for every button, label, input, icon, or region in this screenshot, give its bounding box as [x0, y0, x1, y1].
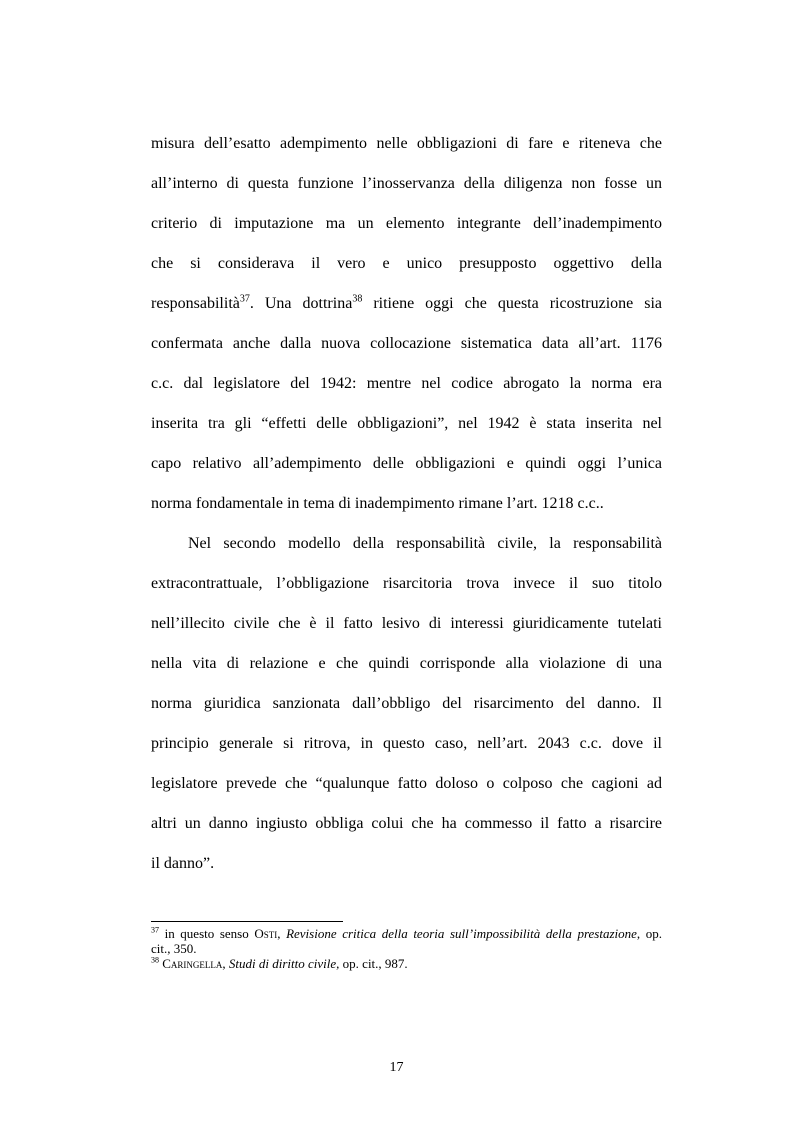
- footnote-38: [151, 956, 662, 971]
- footnote-text: ,: [277, 926, 287, 941]
- text-line: all’interno di questa funzione l’inosservanza della diligenza non fosse un: [151, 175, 662, 192]
- text-line: norma fondamentale in tema di inadempimento rimane l’art. 1218 c.c..: [151, 495, 604, 512]
- footnotes: [151, 926, 662, 971]
- footnote-author: Osti: [254, 926, 278, 941]
- text-line: il danno”.: [151, 855, 215, 872]
- text-line: extracontrattuale, l’obbligazione risarcitoria trova invece il suo titolo: [151, 575, 662, 592]
- footnote-divider: [151, 921, 343, 922]
- footnote-number: 37: [151, 925, 159, 935]
- page-number: 17: [389, 1060, 404, 1075]
- text-line: c.c. dal legislatore del 1942: mentre nel codice abrogato la norma era: [151, 375, 662, 392]
- footnote-title: Revisione critica della teoria sull’impossibilità della prestazione: [286, 926, 637, 941]
- text-fragment: responsabilità: [151, 295, 240, 312]
- text-fragment: ritiene oggi che questa ricostruzione sia: [362, 295, 663, 312]
- text-line: criterio di imputazione ma un elemento integrante dell’inadempimento: [151, 215, 662, 232]
- text-line: legislatore prevede che “qualunque fatto doloso o colposo che cagioni ad: [151, 775, 662, 792]
- text-line: capo relativo all’adempimento delle obbligazioni e quindi oggi l’unica: [151, 455, 662, 472]
- text-line: principio generale si ritrova, in questo caso, nell’art. 2043 c.c. dove il: [151, 735, 662, 752]
- footnote-text: , op.: [636, 926, 663, 941]
- text-line: Nel secondo modello della responsabilità civile, la responsabilità: [188, 535, 662, 552]
- text-line: nella vita di relazione e che quindi corrisponde alla violazione di una: [151, 655, 662, 672]
- text-line: norma giuridica sanzionata dall’obbligo del risarcimento del danno. Il: [151, 695, 662, 712]
- footnote-text: ,: [222, 956, 229, 971]
- body-text: [151, 130, 662, 890]
- footnote-text: op. cit., 987.: [339, 956, 408, 971]
- footnote-37-cont: cit., 350.: [151, 941, 197, 956]
- footnote-title: Studi di diritto civile,: [228, 956, 340, 971]
- footnote-text: in questo senso: [159, 926, 255, 941]
- footnote-number: 38: [151, 955, 159, 965]
- text-line: che si considerava il vero e unico presupposto oggettivo della: [151, 255, 662, 272]
- text-line: nell’illecito civile che è il fatto lesivo di interessi giuridicamente tutelati: [151, 615, 662, 632]
- text-line: [151, 290, 662, 330]
- text-line: confermata anche dalla nuova collocazione sistematica data all’art. 1176: [151, 335, 662, 352]
- text-line: inserita tra gli “effetti delle obbligazioni”, nel 1942 è stata inserita nel: [151, 415, 662, 432]
- text-line: altri un danno ingiusto obbliga colui che ha commesso il fatto a risarcire: [151, 815, 662, 832]
- footnote-ref-37[interactable]: 37: [239, 293, 250, 305]
- text-line: misura dell’esatto adempimento nelle obbligazioni di fare e riteneva che: [151, 135, 662, 152]
- text-fragment: . Una dottrina: [249, 295, 353, 312]
- footnote-author: Caringella: [162, 956, 223, 971]
- footnote-37: [151, 926, 662, 941]
- footnote-ref-38[interactable]: 38: [352, 293, 363, 305]
